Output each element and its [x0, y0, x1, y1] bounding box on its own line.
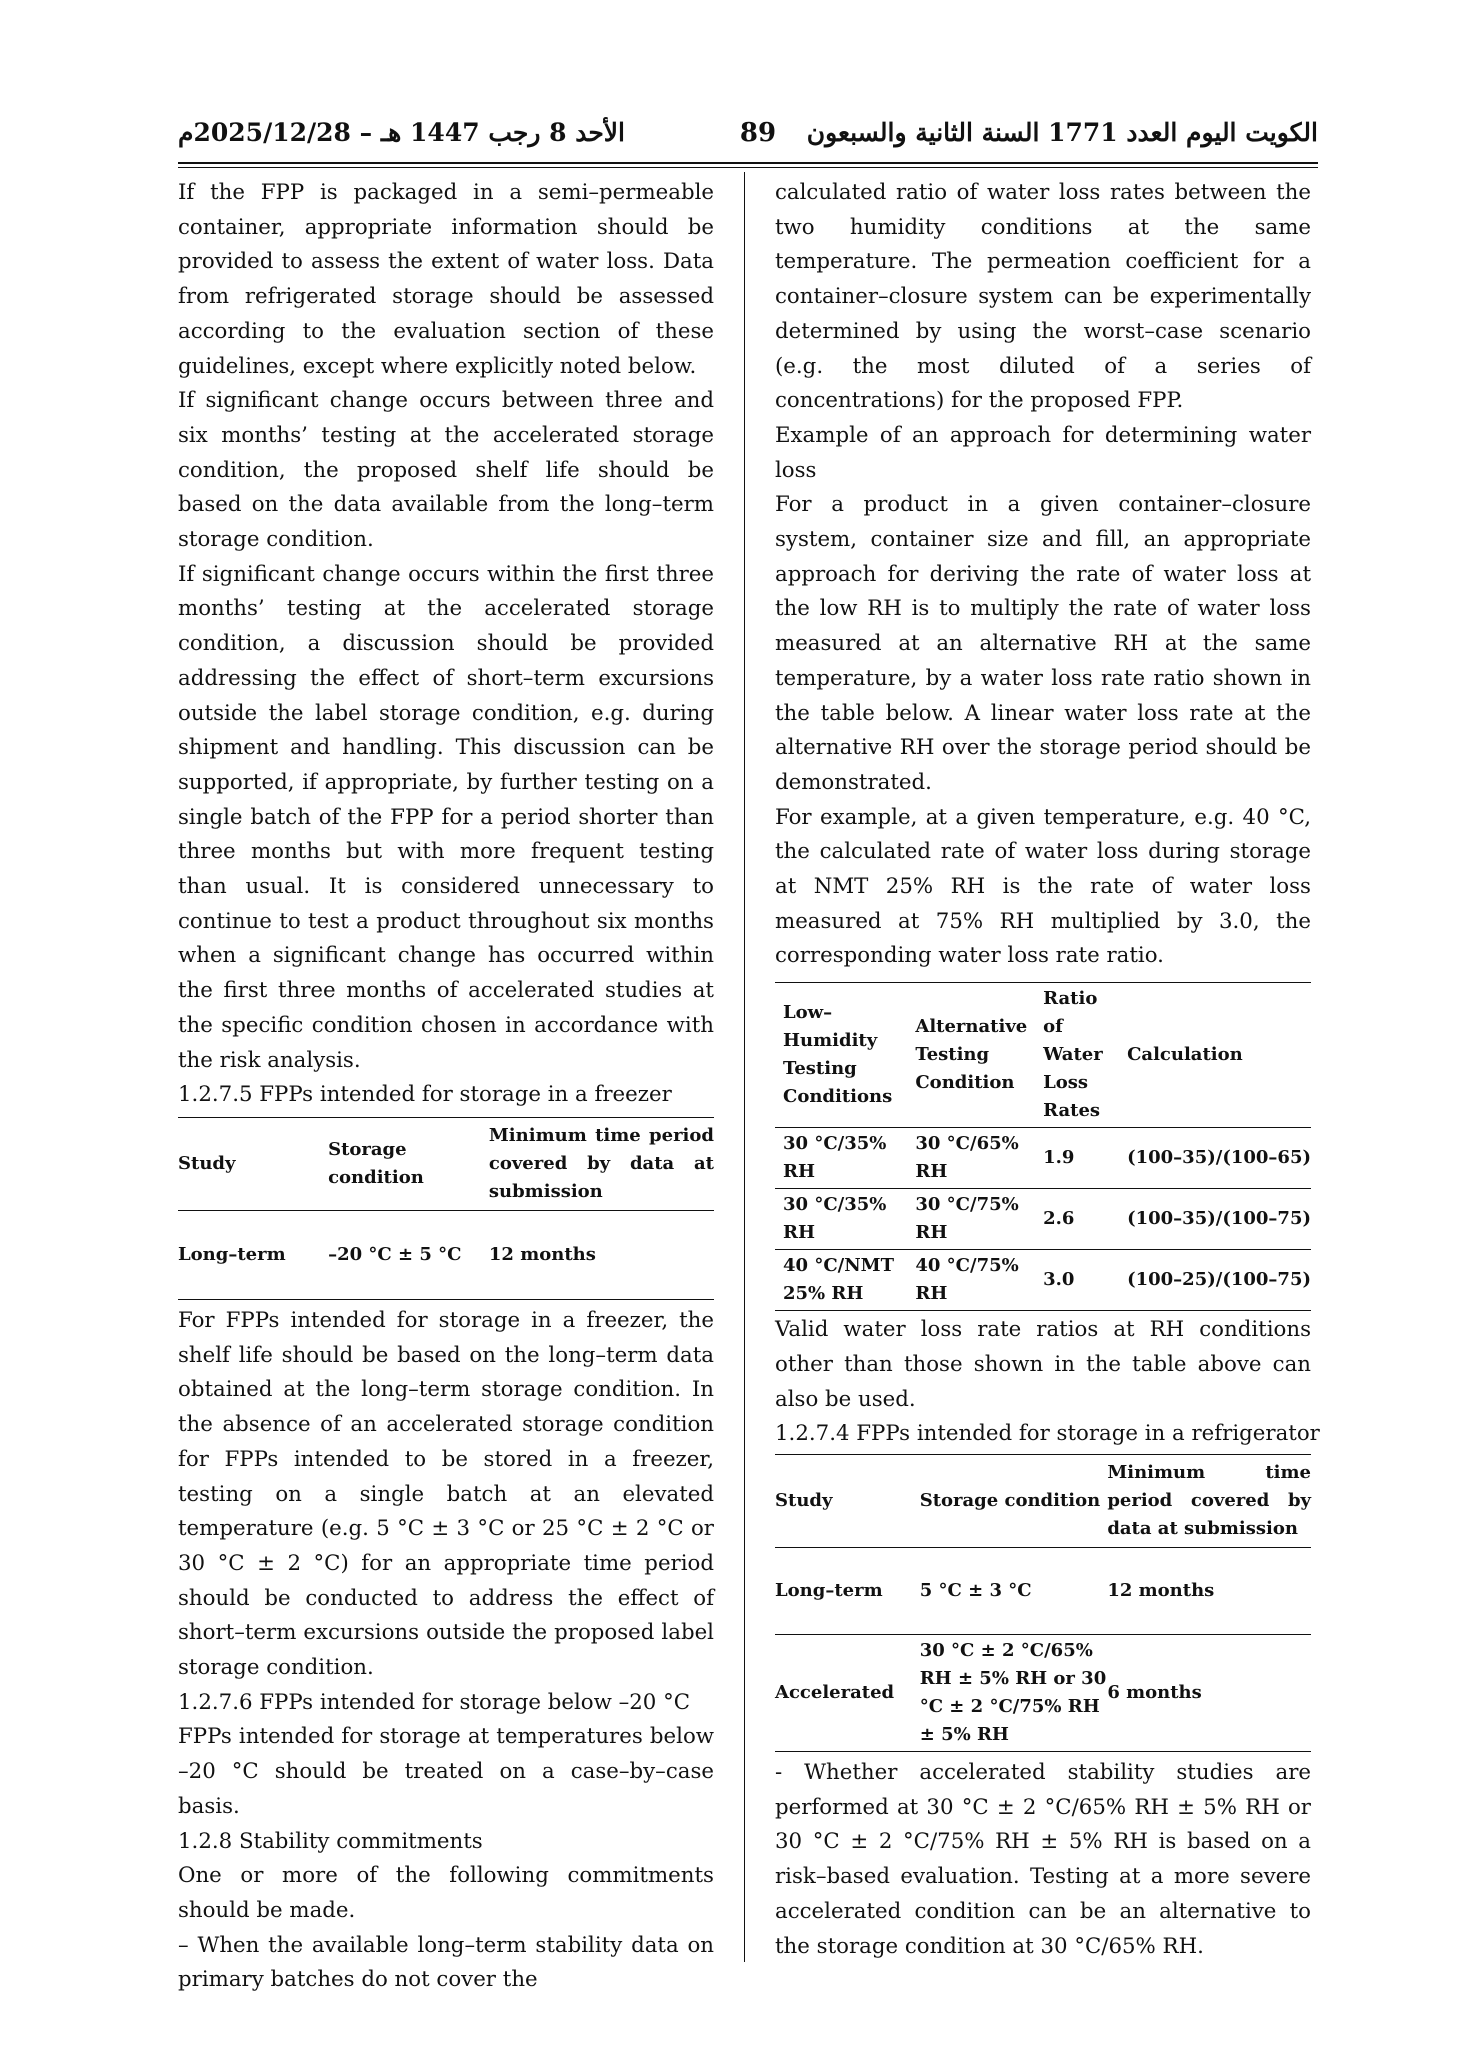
- table-cell: (100–25)/(100–75): [1119, 1250, 1311, 1311]
- header-rule-thin: [178, 167, 1318, 168]
- table-header-cell: Minimum time period covered by data at submission: [1107, 1454, 1311, 1547]
- table-header-row: [775, 1454, 1311, 1547]
- paragraph: Valid water loss rate ratios at RH conditions other than those shown in the table above can also be used.: [775, 1317, 1311, 1412]
- table-cell: –20 °C ± 5 °C: [328, 1210, 489, 1299]
- refrigerator-storage-table: [775, 1454, 1311, 1752]
- table-cell: 12 months: [1107, 1547, 1311, 1634]
- page-header: [178, 118, 1318, 158]
- section-heading: 1.2.8 Stability commitments: [178, 1828, 483, 1854]
- table-cell: 30 °C/35% RH: [775, 1189, 907, 1250]
- table-cell: Long–term: [775, 1547, 920, 1634]
- right-column: [775, 176, 1320, 1964]
- paragraph: If the FPP is packaged in a semi–permeable container, appropriate information should be provided to assess the extent of water loss. Data from refrigerated storage should be assessed according to the evaluation section of these guidelines, except where explicitly noted below.: [178, 180, 714, 379]
- table-cell: 40 °C/NMT 25% RH: [775, 1250, 907, 1311]
- page-number: 89: [739, 118, 777, 148]
- table-header-cell: Alternative Testing Condition: [907, 983, 1035, 1128]
- table-cell: 30 °C/75% RH: [907, 1189, 1035, 1250]
- table-cell: 6 months: [1107, 1634, 1311, 1751]
- header-date: الأحد 8 رجب 1447 هـ – 2025/12/28م: [178, 118, 625, 147]
- table-header-cell: Ratio of Water Loss Rates: [1035, 983, 1119, 1128]
- section-heading: 1.2.7.6 FPPs intended for storage below –20 °C: [178, 1689, 691, 1715]
- table-cell: 5 °C ± 3 °C: [920, 1547, 1108, 1634]
- table-row: [775, 1128, 1311, 1189]
- table-header-row: [178, 1117, 714, 1210]
- table-cell: 1.9: [1035, 1128, 1119, 1189]
- header-gazette-title: الكويت اليوم العدد 1771 السنة الثانية والسبعون: [806, 118, 1318, 147]
- table-row: [775, 1189, 1311, 1250]
- paragraph: If significant change occurs between three and six months’ testing at the accelerated storage condition, the proposed shelf life should be based on the data available from the long–term storage condition.: [178, 388, 714, 553]
- paragraph: For FPPs intended for storage in a freezer, the shelf life should be based on the long–term data obtained at the long–term storage condition. In the absence of an accelerated storage condition for FPPs intended to be stored in a freezer, testing on a single batch at an elevated temperature (e.g. 5 °C ± 3 °C or 25 °C ± 2 °C or 30 °C ± 2 °C) for an appropriate time period should be conducted to address the effect of short–term excursions outside the proposed label storage condition.: [178, 1307, 714, 1681]
- table-header-cell: Storage condition: [328, 1117, 489, 1210]
- paragraph: – When the available long–term stability data on primary batches do not cover the: [178, 1932, 714, 1993]
- column-divider: [744, 172, 745, 1962]
- paragraph: FPPs intended for storage at temperatures below –20 °C should be treated on a case–by–case basis.: [178, 1724, 714, 1819]
- table-cell: (100–35)/(100–75): [1119, 1189, 1311, 1250]
- paragraph: - Whether accelerated stability studies are performed at 30 °C ± 2 °C/65% RH ± 5% RH or 30 °C ± 2 °C/75% RH ± 5% RH is based on a risk–based evaluation. Testing at a more severe accelerated condition can be an alternative to the storage condition at 30 °C/65% RH.: [775, 1759, 1311, 1959]
- paragraph: For a product in a given container–closure system, container size and fill, an appropriate approach for deriving the rate of water loss at the low RH is to multiply the rate of water loss measured at an alternative RH at the same temperature, by a water loss rate ratio shown in the table below. A linear water loss rate at the alternative RH over the storage period should be demonstrated.: [775, 492, 1311, 795]
- table-header-row: [775, 983, 1311, 1128]
- table-cell: 30 °C ± 2 °C/65% RH ± 5% RH or 30 °C ± 2 °C/75% RH ± 5% RH: [920, 1634, 1108, 1751]
- table-cell: 2.6: [1035, 1189, 1119, 1250]
- freezer-storage-table: [178, 1117, 714, 1300]
- table-cell: 30 °C/35% RH: [775, 1128, 907, 1189]
- paragraph: If significant change occurs within the first three months’ testing at the accelerated storage condition, a discussion should be provided addressing the effect of short–term excursions outside the label storage condition, e.g. during shipment and handling. This discussion can be supported, if appropriate, by further testing on a single batch of the FPP for a period shorter than three months but with more frequent testing than usual. It is considered unnecessary to continue to test a product throughout six months when a significant change has occurred within the first three months of accelerated studies at the specific condition chosen in accordance with the risk analysis.: [178, 561, 714, 1073]
- table-row: [775, 1547, 1311, 1634]
- table-cell: 3.0: [1035, 1250, 1119, 1311]
- paragraph: One or more of the following commitments should be made.: [178, 1863, 714, 1923]
- table-header-cell: Low–Humidity Testing Conditions: [775, 983, 907, 1128]
- table-cell: Long–term: [178, 1210, 328, 1299]
- table-header-cell: Minimum time period covered by data at submission: [489, 1117, 714, 1210]
- table-cell: Accelerated: [775, 1634, 920, 1751]
- table-cell: (100–35)/(100–65): [1119, 1128, 1311, 1189]
- table-header-cell: Storage condition: [920, 1454, 1108, 1547]
- paragraph: For example, at a given temperature, e.g. 40 °C, the calculated rate of water loss during storage at NMT 25% RH is the rate of water loss measured at 75% RH multiplied by 3.0, the corresponding water loss rate ratio.: [775, 804, 1311, 969]
- table-cell: 30 °C/65% RH: [907, 1128, 1035, 1189]
- left-column: [178, 176, 714, 1998]
- header-rule-thick: [178, 162, 1318, 164]
- paragraph: Example of an approach for determining water loss: [775, 422, 1311, 483]
- section-heading: 1.2.7.5 FPPs intended for storage in a freezer: [178, 1082, 672, 1108]
- water-loss-ratio-table: [775, 982, 1311, 1311]
- table-header-cell: Study: [775, 1454, 920, 1547]
- table-row: [178, 1210, 714, 1299]
- table-row: [775, 1250, 1311, 1311]
- table-cell: 12 months: [489, 1210, 714, 1299]
- table-header-cell: Study: [178, 1117, 328, 1210]
- table-cell: 40 °C/75% RH: [907, 1250, 1035, 1311]
- section-heading: 1.2.7.4 FPPs intended for storage in a refrigerator: [775, 1421, 1320, 1447]
- table-header-cell: Calculation: [1119, 983, 1311, 1128]
- paragraph: calculated ratio of water loss rates between the two humidity conditions at the same temperature. The permeation coefficient for a container–closure system can be experimentally determined by using the worst–case scenario (e.g. the most diluted of a series of concentrations) for the proposed FPP.: [775, 180, 1311, 414]
- table-row: [775, 1634, 1311, 1751]
